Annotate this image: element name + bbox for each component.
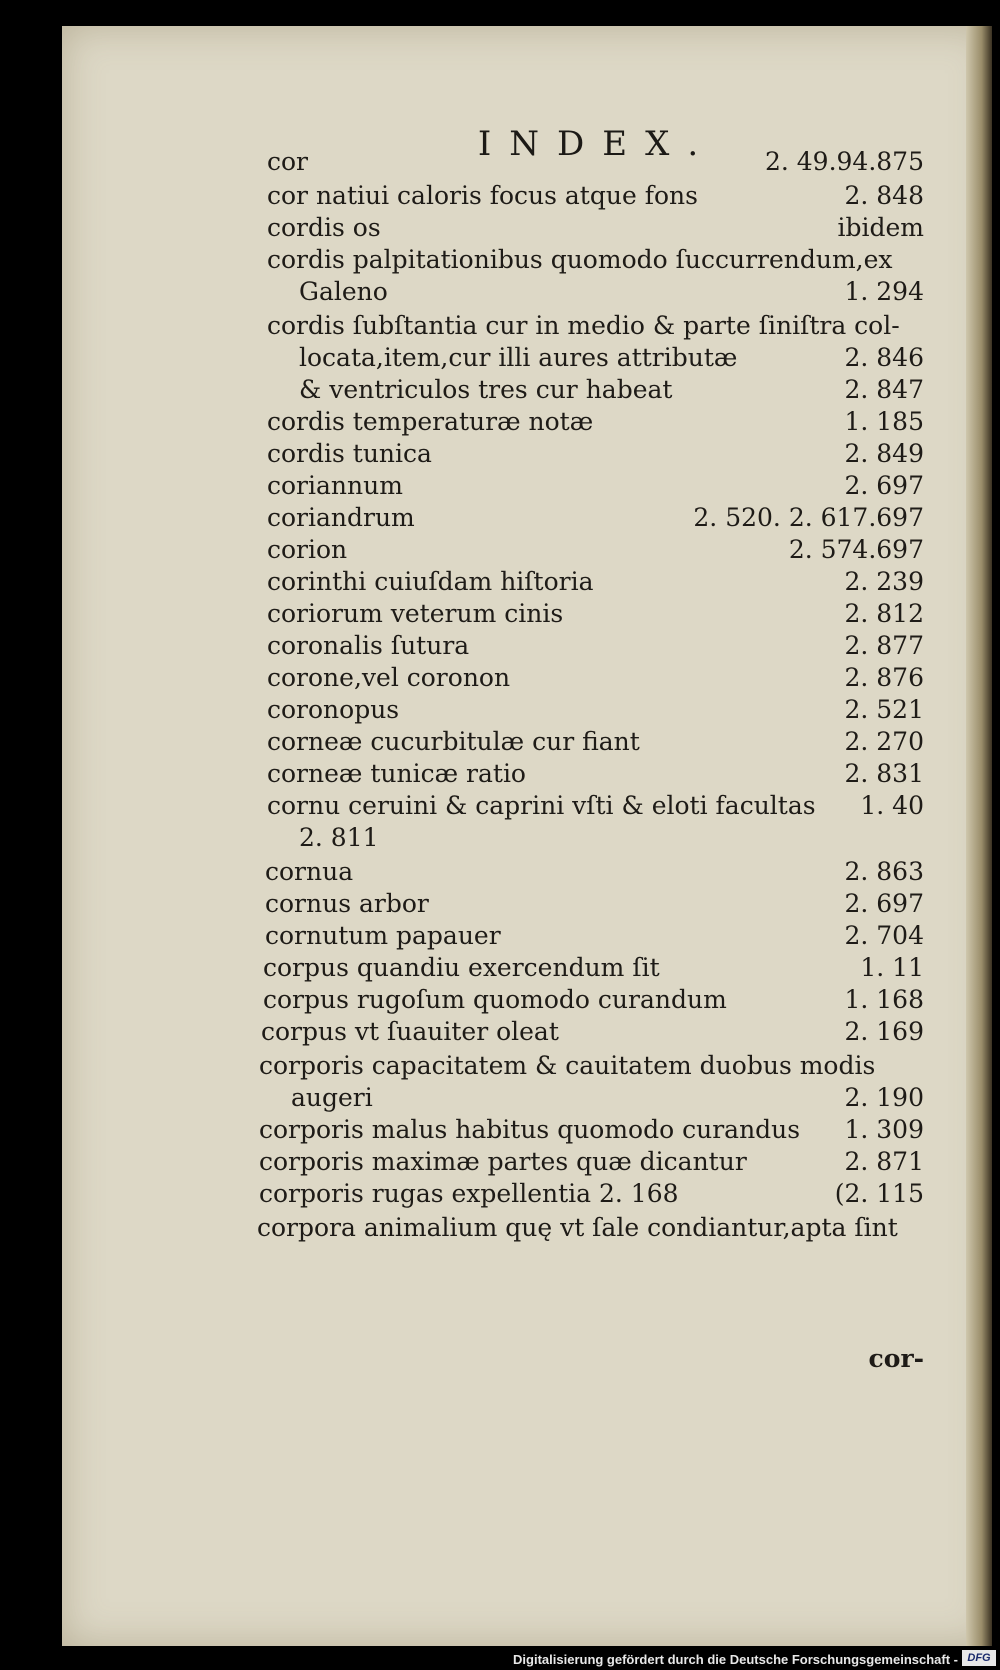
index-entry-ref: (2. 115: [834, 1179, 924, 1208]
index-entry-term: corpora animalium quę vt ſale condiantur,apta ſint: [257, 1213, 898, 1242]
index-entry-term: locata,item,cur illi aures attributæ: [299, 343, 738, 372]
index-entry-term: corion: [267, 535, 348, 564]
index-entry-ref: 2. 697: [844, 471, 924, 500]
index-entry-term: corneæ cucurbitulæ cur fiant: [267, 727, 640, 756]
index-entry-ref: 1. 11: [860, 953, 924, 982]
index-entry-ref: 2. 239: [844, 567, 924, 596]
index-entry-term: corporis malus habitus quomodo curandus: [259, 1115, 801, 1144]
page-header: INDEX.: [477, 124, 717, 164]
index-entry-ref: 2. 863: [844, 857, 924, 886]
index-entry-term: corneæ tunicæ ratio: [267, 759, 526, 788]
index-entry-term: cor natiui caloris focus atque fons: [267, 181, 698, 210]
index-entry-ref: 2. 697: [844, 889, 924, 918]
index-entry-term: corpus vt ſuauiter oleat: [261, 1017, 559, 1046]
index-entry-term: coriandrum: [267, 503, 415, 532]
index-entry-term: augeri: [291, 1083, 373, 1112]
index-entry-term: cordis ſubſtantia cur in medio & parte ſiniſtra col-: [267, 311, 900, 340]
index-entry-term: cornu ceruini & caprini vſti & eloti facultas: [267, 791, 816, 820]
index-entry-ref: 2. 169: [844, 1017, 924, 1046]
index-entry-ref: 2. 871: [844, 1147, 924, 1176]
book-page: [62, 26, 992, 1646]
dfg-logo: DFG: [962, 1650, 996, 1666]
index-entry-term: coronalis ſutura: [267, 631, 470, 660]
index-entry-term: & ventriculos tres cur habeat: [299, 375, 673, 404]
index-entry-term: cordis palpitationibus quomodo ſuccurrendum,ex: [267, 245, 893, 274]
index-entry-term: coronopus: [267, 695, 400, 724]
index-entry-term: cordis temperaturæ notæ: [267, 407, 594, 436]
catchword: cor-: [868, 1344, 924, 1373]
footer-text: Digitalisierung gefördert durch die Deutsche Forschungsgemeinschaft -: [513, 1652, 958, 1667]
index-entry-ref: 2. 831: [844, 759, 924, 788]
index-entry-term: cordis os: [267, 213, 381, 242]
index-entry-ref: 1. 309: [844, 1115, 924, 1144]
index-entry-ref: 2. 848: [844, 181, 924, 210]
index-entry-term: corpus quandiu exercendum ſit: [263, 953, 660, 982]
index-entry-term: corporis maximæ partes quæ dicantur: [259, 1147, 747, 1176]
index-entry-term: Galeno: [299, 277, 388, 306]
index-entry-ref: 2. 846: [844, 343, 924, 372]
index-entry-term: corone,vel coronon: [267, 663, 511, 692]
index-entry-term: coriorum veterum cinis: [267, 599, 564, 628]
index-entry-term: 2. 811: [299, 823, 379, 852]
index-entry-ref: 2. 190: [844, 1083, 924, 1112]
index-entry-ref: 2. 270: [844, 727, 924, 756]
index-entry-ref: 2. 812: [844, 599, 924, 628]
index-entry-term: coriannum: [267, 471, 403, 500]
index-entry-ref: 1. 294: [844, 277, 924, 306]
index-entry-ref: 1. 40: [860, 791, 924, 820]
index-entry-ref: 1. 185: [844, 407, 924, 436]
index-entry-ref: ibidem: [837, 213, 924, 242]
index-entry-ref: 2. 847: [844, 375, 924, 404]
index-entry-ref: 2. 849: [844, 439, 924, 468]
index-entry-ref: 2. 574.697: [788, 535, 924, 564]
index-entry-term: cornutum papauer: [265, 921, 501, 950]
index-entry-term: corpus rugoſum quomodo curandum: [263, 985, 727, 1014]
index-entry-ref: 2. 49.94.875: [764, 147, 924, 176]
index-entry-ref: 2. 704: [844, 921, 924, 950]
index-entry-term: corporis rugas expellentia 2. 168: [259, 1179, 679, 1208]
index-entry-term: cor: [267, 147, 309, 176]
page-edge-shadow: [966, 26, 992, 1646]
index-entry-ref: 2. 520. 2. 617.697: [693, 503, 924, 532]
index-entry-term: corinthi cuiuſdam hiſtoria: [267, 567, 594, 596]
index-entry-term: corporis capacitatem & cauitatem duobus modis: [259, 1051, 876, 1080]
index-entry-term: cordis tunica: [267, 439, 432, 468]
index-entry-ref: 2. 877: [844, 631, 924, 660]
index-entry-term: cornua: [265, 857, 354, 886]
footer-bar: [0, 1646, 1000, 1670]
index-entry-ref: 2. 876: [844, 663, 924, 692]
index-entry-ref: 2. 521: [844, 695, 924, 724]
index-entry-term: cornus arbor: [265, 889, 429, 918]
index-entry-ref: 1. 168: [844, 985, 924, 1014]
